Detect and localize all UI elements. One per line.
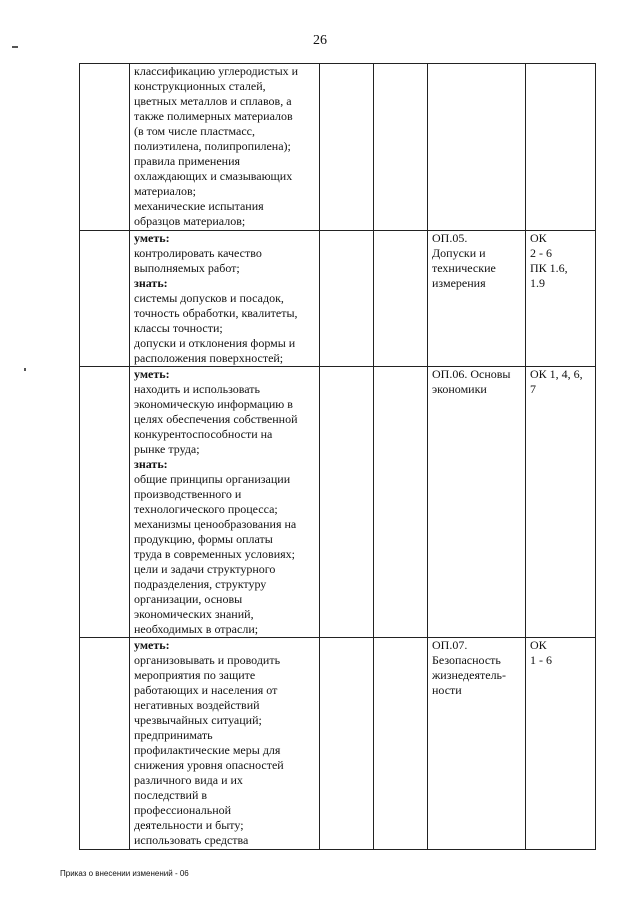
competencies-cell [526, 638, 596, 850]
cell-line: ности [432, 683, 462, 697]
requirement-line: правила применения [134, 154, 241, 168]
index-cell [80, 638, 130, 850]
requirement-line: продукцию, формы оплаты [134, 532, 273, 546]
cell-line: ОП.05. [432, 231, 468, 245]
requirements-cell [130, 367, 320, 638]
table-row [80, 638, 596, 850]
requirement-line: профессиональной [134, 803, 232, 817]
requirement-line: организации, основы [134, 592, 243, 606]
requirement-line: подразделения, структуру [134, 577, 267, 591]
requirement-line: механические испытания [134, 199, 264, 213]
requirement-line: производственного и [134, 487, 242, 501]
discipline-cell [428, 367, 526, 638]
table-row [80, 231, 596, 367]
requirements-cell [130, 638, 320, 850]
hours-class-cell [374, 231, 428, 367]
requirement-line: конструкционных сталей, [134, 79, 266, 93]
cell-line: Безопасность [432, 653, 501, 667]
cell-line: экономики [432, 382, 487, 396]
requirement-line: различного вида и их [134, 773, 243, 787]
requirement-line: контролировать качество [134, 246, 262, 260]
requirement-line: рынке труда; [134, 442, 200, 456]
cell-line: ОП.07. [432, 638, 468, 652]
curriculum-table [79, 63, 596, 850]
requirement-line: также полимерных материалов [134, 109, 293, 123]
hours-class-cell [374, 64, 428, 231]
requirement-line: охлаждающих и смазывающих [134, 169, 293, 183]
requirement-line: системы допусков и посадок, [134, 291, 284, 305]
requirement-line: расположения поверхностей; [134, 351, 284, 365]
hours-class-cell [374, 638, 428, 850]
requirement-line: цветных металлов и сплавов, а [134, 94, 292, 108]
requirement-line: работающих и населения от [134, 683, 278, 697]
requirement-line: мероприятия по защите [134, 668, 256, 682]
requirement-line: последствий в [134, 788, 208, 802]
requirement-line: точность обработки, квалитеты, [134, 306, 298, 320]
index-cell [80, 64, 130, 231]
hours-class-cell [374, 367, 428, 638]
competencies-cell [526, 367, 596, 638]
requirement-line: негативных воздействий [134, 698, 260, 712]
requirement-line: экономическую информацию в [134, 397, 293, 411]
requirement-line: экономических знаний, [134, 607, 254, 621]
requirement-line: конкурентоспособности на [134, 427, 273, 441]
requirement-line: труда в современных условиях; [134, 547, 295, 561]
cell-line: Допуски и [432, 246, 486, 260]
section-heading: знать: [134, 457, 168, 471]
requirement-line: механизмы ценообразования на [134, 517, 297, 531]
requirement-line: материалов; [134, 184, 196, 198]
discipline-cell [428, 64, 526, 231]
cell-line: 1.9 [530, 276, 545, 290]
requirement-line: допуски и отклонения формы и [134, 336, 296, 350]
requirement-line: (в том числе пластмасс, [134, 124, 256, 138]
requirement-line: общие принципы организации [134, 472, 291, 486]
punch-mark-top [12, 46, 18, 48]
section-heading: уметь: [134, 367, 170, 381]
cell-line: ОП.06. Основы [432, 367, 511, 381]
cell-line: 2 - 6 [530, 246, 552, 260]
requirement-line: снижения уровня опасностей [134, 758, 284, 772]
section-heading: уметь: [134, 231, 170, 245]
requirement-line: образцов материалов; [134, 214, 246, 228]
requirement-line: деятельности и быту; [134, 818, 244, 832]
requirement-line: профилактические меры для [134, 743, 281, 757]
section-heading: знать: [134, 276, 168, 290]
cell-line: ОК [530, 638, 547, 652]
table-row [80, 367, 596, 638]
hours-max-cell [320, 638, 374, 850]
page-number: 26 [313, 33, 327, 48]
requirements-cell [130, 64, 320, 231]
requirement-line: технологического процесса; [134, 502, 278, 516]
requirement-line: использовать средства [134, 833, 249, 847]
requirement-line: выполняемых работ; [134, 261, 240, 275]
cell-line: ОК [530, 231, 547, 245]
requirement-line: целях обеспечения собственной [134, 412, 298, 426]
section-heading: уметь: [134, 638, 170, 652]
requirement-line: чрезвычайных ситуаций; [134, 713, 262, 727]
cell-line: технические [432, 261, 496, 275]
cell-line: 1 - 6 [530, 653, 552, 667]
requirement-line: находить и использовать [134, 382, 260, 396]
requirement-line: классификацию углеродистых и [134, 64, 299, 78]
cell-line: ПК 1.6, [530, 261, 568, 275]
discipline-cell [428, 231, 526, 367]
footer-note: Приказ о внесении изменений - 06 [60, 869, 189, 878]
table-row [80, 64, 596, 231]
requirement-line: организовывать и проводить [134, 653, 281, 667]
discipline-cell [428, 638, 526, 850]
punch-mark-middle [24, 368, 26, 371]
requirement-line: полиэтилена, полипропилена); [134, 139, 291, 153]
requirements-cell [130, 231, 320, 367]
hours-max-cell [320, 367, 374, 638]
requirement-line: предпринимать [134, 728, 213, 742]
cell-line: ОК 1, 4, 6, [530, 367, 583, 381]
index-cell [80, 231, 130, 367]
requirement-line: цели и задачи структурного [134, 562, 276, 576]
cell-line: 7 [530, 382, 536, 396]
cell-line: измерения [432, 276, 486, 290]
competencies-cell [526, 231, 596, 367]
index-cell [80, 367, 130, 638]
requirement-line: классы точности; [134, 321, 223, 335]
hours-max-cell [320, 64, 374, 231]
competencies-cell [526, 64, 596, 231]
cell-line: жизнедеятель- [432, 668, 507, 682]
hours-max-cell [320, 231, 374, 367]
requirement-line: необходимых в отрасли; [134, 622, 259, 636]
